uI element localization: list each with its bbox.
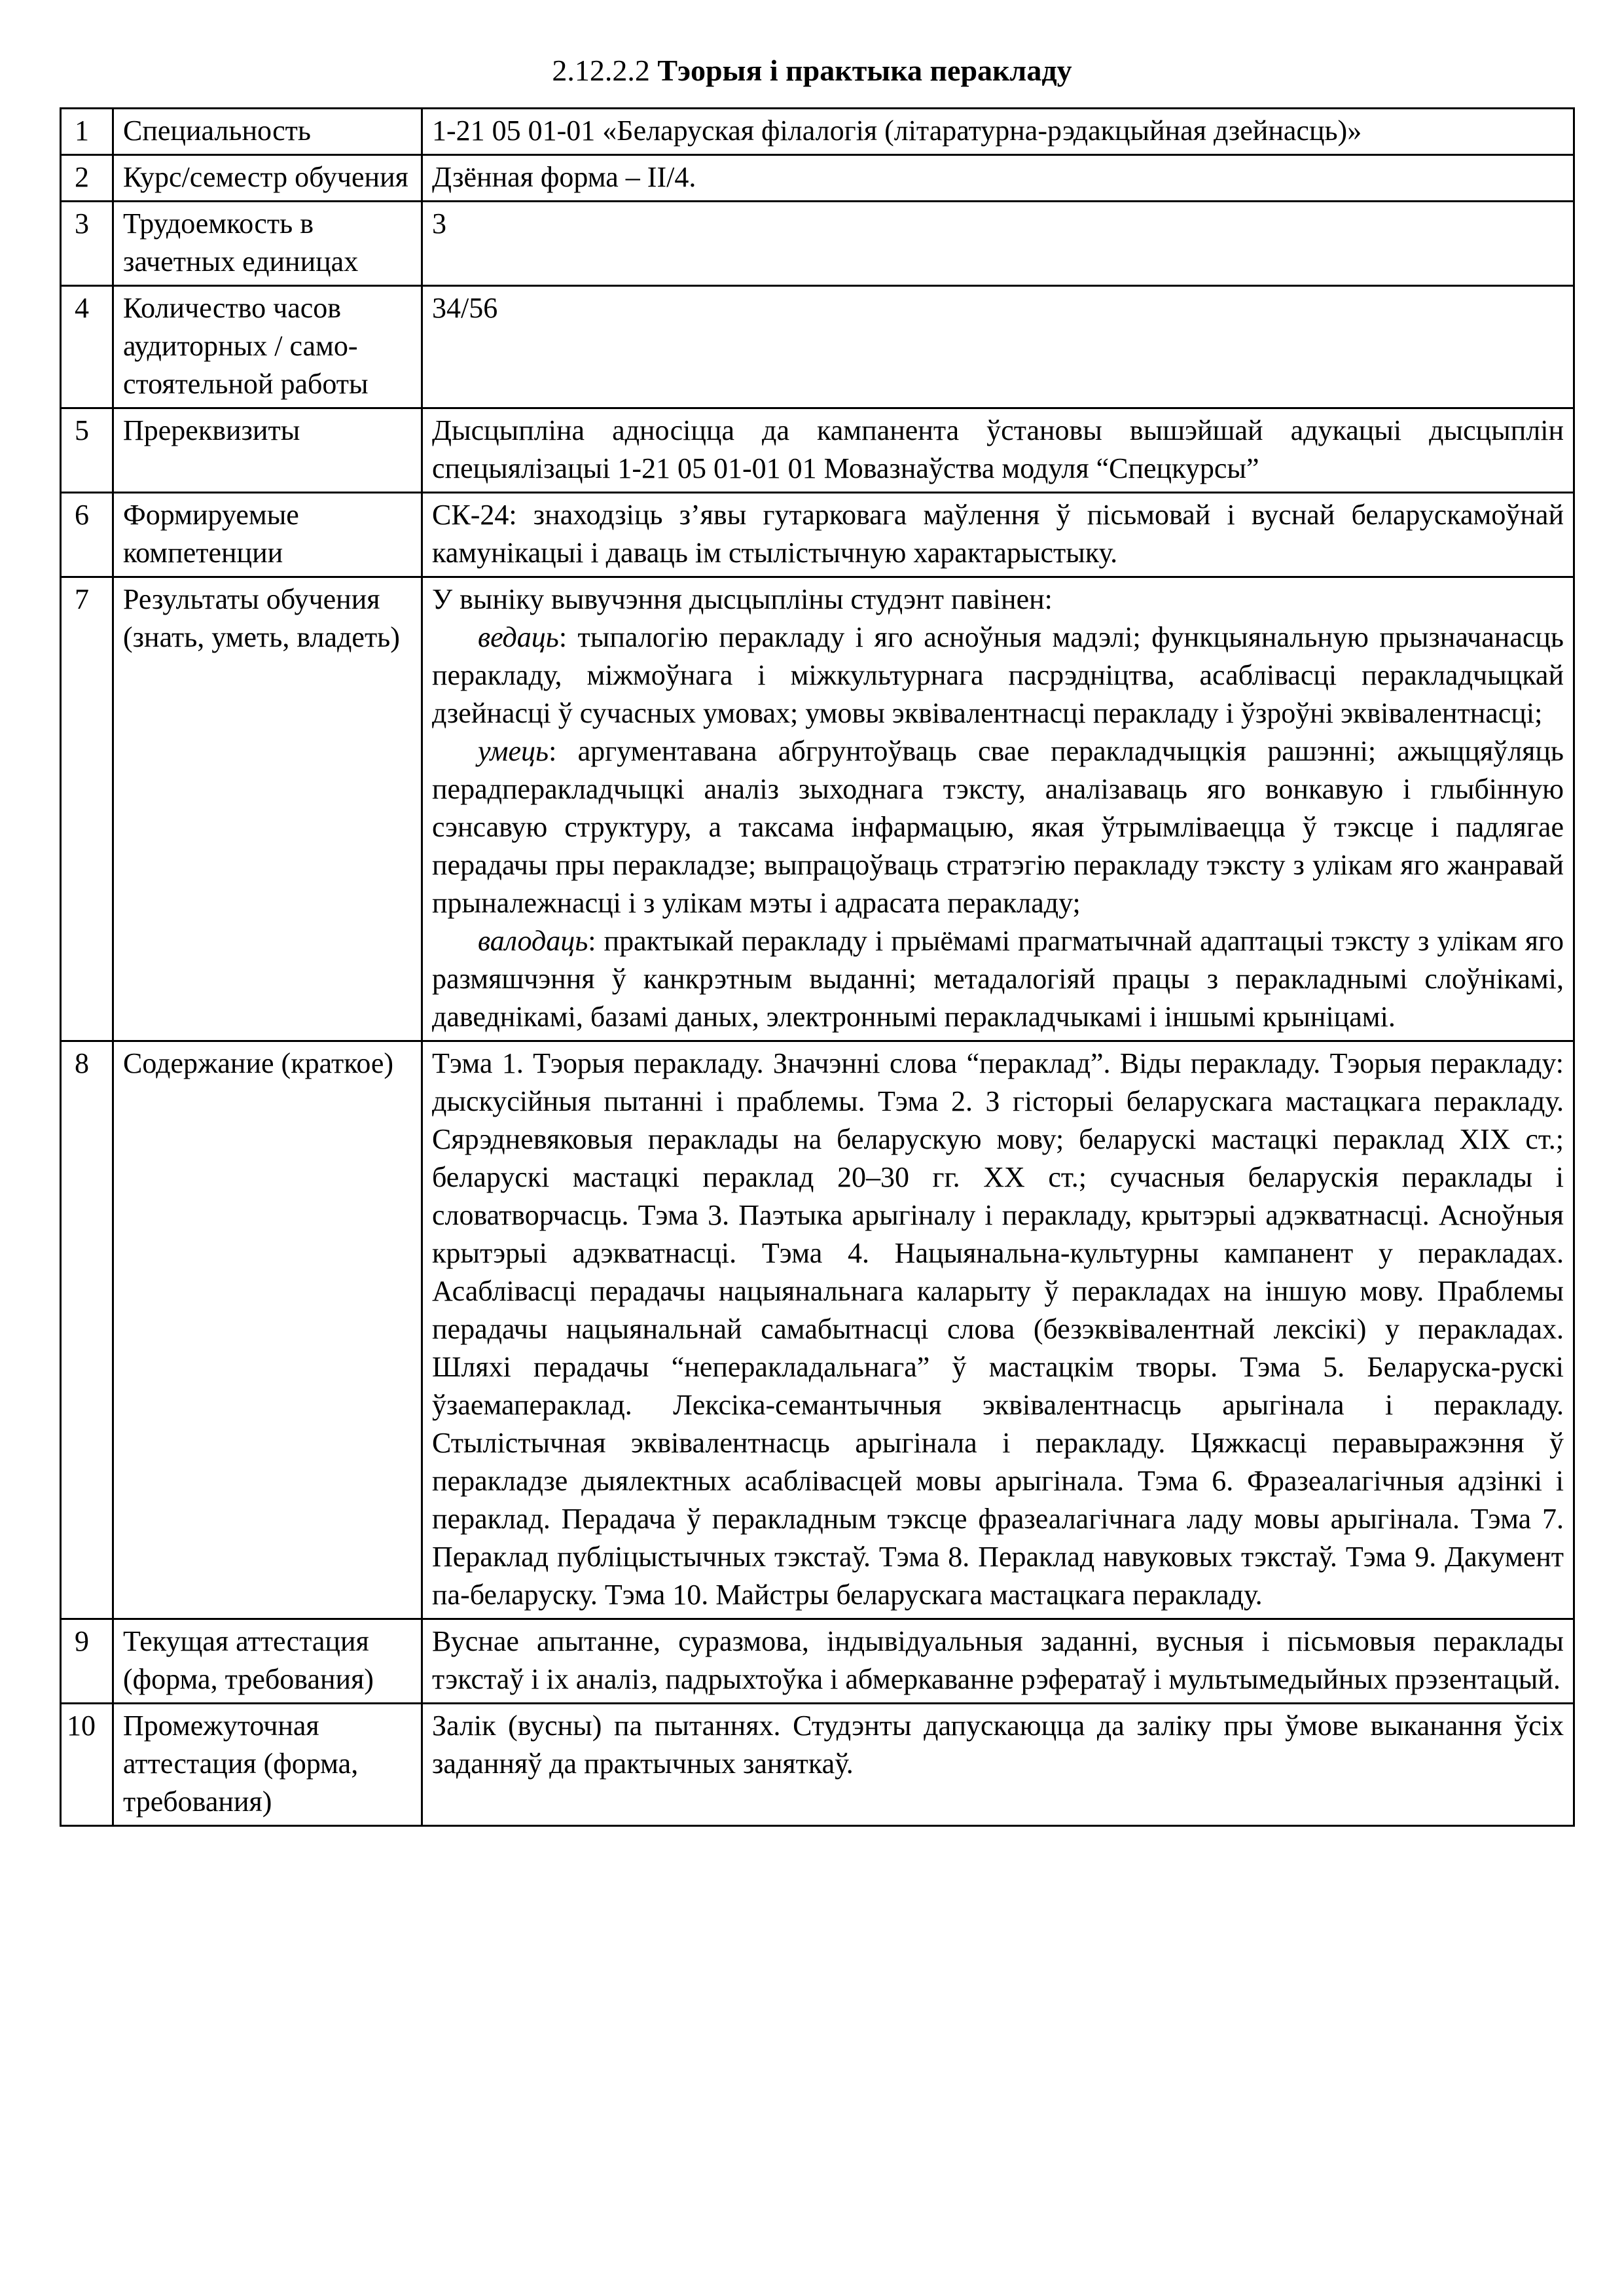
- row-label: Результаты обучения (знать, уметь, владеть): [113, 577, 422, 1041]
- table-row: [61, 1704, 1574, 1826]
- row-value: Дысцыпліна адносіцца да кампанента ўстановы вышэйшай адукацыі дысцыплін спецыялізацыі 1-21 05 01-01 01 Мовазнаўства модуля “Спецкурсы”: [422, 408, 1574, 493]
- row-value: [422, 577, 1574, 1041]
- page-title: [0, 51, 1624, 90]
- table-row: [61, 408, 1574, 493]
- row-label: Формируемые компетенции: [113, 493, 422, 577]
- course-name: Тэорыя і практыка перакладу: [657, 54, 1072, 87]
- table-row: [61, 1041, 1574, 1619]
- table-row: [61, 493, 1574, 577]
- table-row: [61, 286, 1574, 408]
- row-number: 9: [61, 1619, 113, 1704]
- row-number: 1: [61, 109, 113, 155]
- row-value: Залік (вусны) па пытаннях. Студэнты дапускаюцца да заліку пры ўмове выканання ўсіх заданняў да практычных заняткаў.: [422, 1704, 1574, 1826]
- row-number: 6: [61, 493, 113, 577]
- term-know: ведаць: [478, 621, 559, 653]
- row-value: 1-21 05 01-01 «Беларуская філалогія (літаратурна-рэдакцыйная дзейнасць)»: [422, 109, 1574, 155]
- row-label: Специальность: [113, 109, 422, 155]
- table-row: [61, 1619, 1574, 1704]
- table-row: [61, 155, 1574, 202]
- row-label: Курс/семестр обучения: [113, 155, 422, 202]
- table-row: [61, 202, 1574, 286]
- section-number: 2.12.2.2: [552, 54, 650, 87]
- results-know: ведаць: тыпалогію перакладу і яго асноўныя мадэлі; функцыянальную прызначанасць перакладу, міжмоўнага і міжкультурнага пасрэдніцтва, асаблівасці перакладчыцкай дзейнасці ў сучасных умовах; умовы эквівалентнасці перакладу і ўзроўні эквівалентнасці;: [432, 621, 1564, 729]
- row-number: 7: [61, 577, 113, 1041]
- row-value: Вуснае апытанне, суразмова, індывідуальныя заданні, вусныя і пісьмовыя пераклады тэкстаў і іх аналіз, падрыхтоўка і абмеркаванне рэфератаў і мультымедыйных прэзентацый.: [422, 1619, 1574, 1704]
- row-number: 3: [61, 202, 113, 286]
- row-value: 34/56: [422, 286, 1574, 408]
- row-value: Тэма 1. Тэорыя перакладу. Значэнні слова “пераклад”. Віды перакладу. Тэорыя перакладу: дыскусійныя пытанні і праблемы. Тэма 2. З гісторыі беларускага мастацкага перакладу. Сярэдневяковыя пераклады на беларускую мову; беларускі мастацкі пераклад XIX ст.; беларускі мастацкі пераклад 20–30 гг. XX ст.; сучасныя беларускія пераклады і словатворчасць. Тэма 3. Паэтыка арыгіналу і перакладу, крытэрыі адэкватнасці. Асноўныя крытэрыі адэкватнасці. Тэма 4. Нацыянальна-культурны кампанент у перакладах. Асаблівасці перадачы нацыянальнага каларыту ў перакладах на іншую мову. Праблемы перадачы нацыянальнай самабытнасці слова (безэквівалентнай лексікі) у перакладах. Шляхі перадачы “неперакладальнага” ў мастацкім творы. Тэма 5. Беларуска-рускі ўзаемапераклад. Лексіка-семантычныя эквівалентнасць арыгінала і перакладу. Стылістычная эквівалентнасць арыгінала і перакладу. Цяжкасці перавыражэння ў перакладзе дыялектных асаблівасцей мовы арыгінала. Тэма 6. Фразеалагічныя адзінкі і пераклад. Перадача ў перакладным тэксце фразеалагічнага ладу мовы арыгінала. Тэма 7. Пераклад публіцыстычных тэкстаў. Тэма 8. Пераклад навуковых тэкстаў. Тэма 9. Дакумент па-беларуску. Тэма 10. Майстры беларускага мастацкага перакладу.: [422, 1041, 1574, 1619]
- row-number: 8: [61, 1041, 113, 1619]
- results-intro: У выніку вывучэння дысцыпліны студэнт павінен:: [432, 583, 1053, 615]
- row-label: Трудоемкость в зачетных единицах: [113, 202, 422, 286]
- row-number: 10: [61, 1704, 113, 1826]
- row-label: Текущая аттестация (форма, требования): [113, 1619, 422, 1704]
- term-master: валодаць: [478, 925, 588, 957]
- results-can: умець: аргументавана абгрунтоўваць свае перакладчыцкія рашэнні; ажыццяўляць перадперакладчыцкі аналіз зыходнага тэксту, аналізаваць яго вонкавую і глыбінную сэнсавую структуру, а таксама інфармацыю, якая ўтрымліваецца ў тэксце і падлягае перадачы пры перакладзе; выпрацоўваць стратэгію перакладу тэксту з улікам яго жанравай прыналежнасці і з улікам мэты і адрасата перакладу;: [432, 735, 1564, 919]
- table-row: [61, 577, 1574, 1041]
- row-value: СК-24: знаходзіць з’явы гутарковага маўлення ў пісьмовай і вуснай беларускамоўнай камунікацыі і даваць ім стылістычную характарыстыку.: [422, 493, 1574, 577]
- row-label: Содержание (краткое): [113, 1041, 422, 1619]
- row-value: Дзённая форма – ІІ/4.: [422, 155, 1574, 202]
- term-can: умець: [478, 735, 549, 767]
- table-row: [61, 109, 1574, 155]
- course-info-table: [60, 107, 1575, 1827]
- row-label: Количество часов аудиторных / само-стоятельной работы: [113, 286, 422, 408]
- results-master: валодаць: практыкай перакладу і прыёмамі прагматычнай адаптацыі тэксту з улікам яго размяшчэння ў канкрэтным выданні; метадалогіяй працы з перакладнымі слоўнікамі, даведнікамі, базамі даных, электроннымі перакладчыкамі і іншымі крыніцамі.: [432, 925, 1564, 1033]
- row-label: Пререквизиты: [113, 408, 422, 493]
- row-number: 2: [61, 155, 113, 202]
- row-number: 4: [61, 286, 113, 408]
- row-number: 5: [61, 408, 113, 493]
- row-value: 3: [422, 202, 1574, 286]
- row-label: Промежуточная аттестация (форма, требования): [113, 1704, 422, 1826]
